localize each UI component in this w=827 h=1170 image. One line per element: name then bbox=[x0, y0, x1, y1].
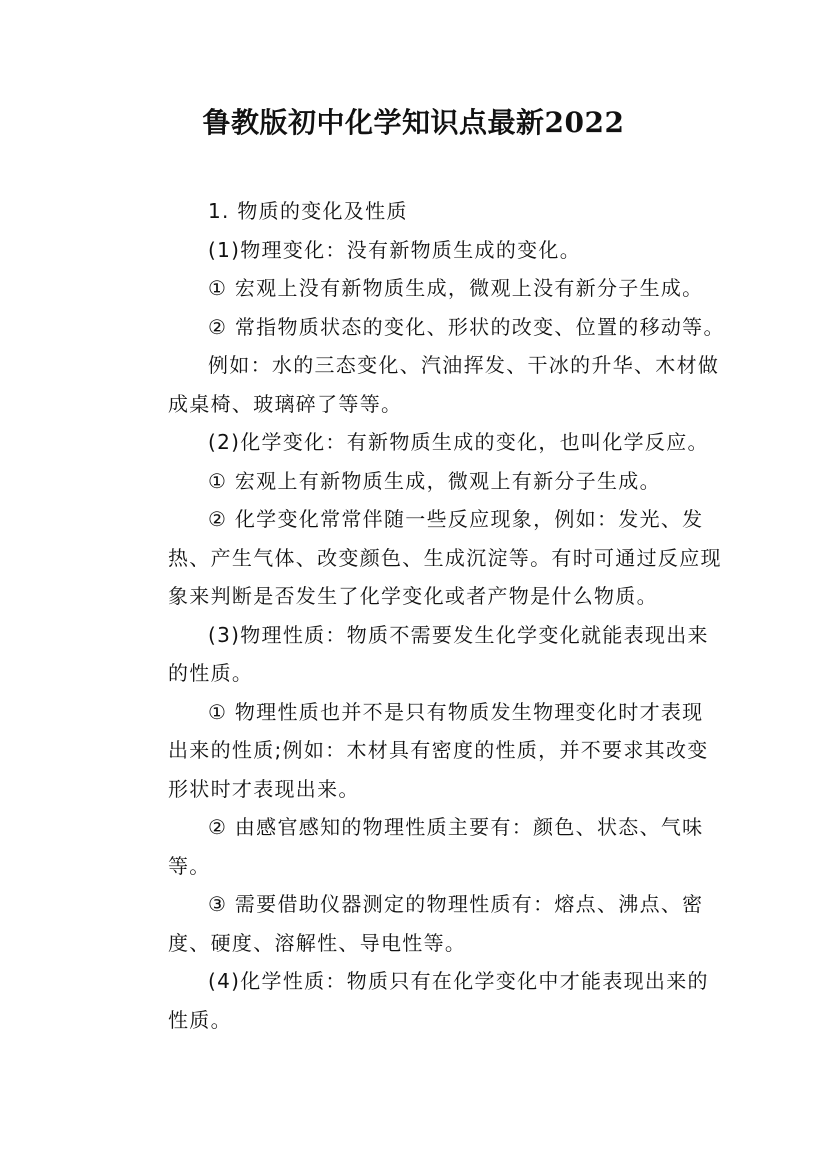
paragraph bbox=[128, 192, 702, 231]
text-line: ① 宏观上有新物质生成，微观上有新分子生成。 bbox=[208, 468, 661, 493]
paragraph bbox=[128, 462, 702, 501]
text-line: 形状时才表现出来。 bbox=[168, 776, 360, 801]
document-body bbox=[128, 192, 725, 1039]
paragraph bbox=[128, 423, 709, 462]
paragraph bbox=[128, 616, 709, 693]
paragraph bbox=[128, 231, 702, 270]
text-line: 度、硬度、溶解性、导电性等。 bbox=[168, 930, 467, 955]
text-line: 出来的性质;例如：木材具有密度的性质，并不要求其改变 bbox=[168, 738, 709, 762]
paragraph bbox=[128, 693, 709, 809]
paragraph bbox=[128, 308, 725, 347]
text-line: 象来判断是否发生了化学变化或者产物是什么物质。 bbox=[168, 584, 658, 608]
text-line: 1. 物质的变化及性质 bbox=[208, 199, 408, 223]
paragraph bbox=[128, 500, 722, 616]
text-line: ① 物理性质也并不是只有物质发生物理变化时才表现 bbox=[208, 699, 704, 724]
text-line: 成桌椅、玻璃碎了等等。 bbox=[168, 391, 403, 416]
text-line: (1)物理变化：没有新物质生成的变化。 bbox=[208, 237, 582, 262]
paragraph bbox=[128, 885, 702, 962]
text-line: ② 常指物质状态的变化、形状的改变、位置的移动等。 bbox=[208, 314, 725, 339]
text-line: ① 宏观上没有新物质生成，微观上没有新分子生成。 bbox=[208, 276, 704, 300]
text-line: 等。 bbox=[168, 853, 211, 878]
text-line: 性质。 bbox=[168, 1007, 232, 1032]
paragraph bbox=[128, 962, 709, 1039]
text-line: (2)化学变化：有新物质生成的变化，也叫化学反应。 bbox=[208, 430, 709, 454]
paragraph bbox=[128, 808, 702, 885]
text-line: 的性质。 bbox=[168, 661, 254, 685]
paragraph bbox=[128, 346, 720, 423]
document-title: 鲁教版初中化学知识点最新2022 bbox=[202, 106, 625, 139]
text-line: 热、产生气体、改变颜色、生成沉淀等。有时可通过反应现 bbox=[168, 545, 722, 570]
text-line: ② 由感官感知的物理性质主要有：颜色、状态、气味 bbox=[208, 815, 704, 839]
paragraph bbox=[128, 269, 702, 308]
text-line: 例如：水的三态变化、汽油挥发、干冰的升华、木材做 bbox=[208, 353, 720, 377]
text-line: (3)物理性质：物质不需要发生化学变化就能表现出来 bbox=[208, 622, 709, 647]
text-line: (4)化学性质：物质只有在化学变化中才能表现出来的 bbox=[208, 969, 709, 993]
text-line: ② 化学变化常常伴随一些反应现象，例如：发光、发 bbox=[208, 507, 704, 531]
text-line: ③ 需要借助仪器测定的物理性质有：熔点、沸点、密 bbox=[208, 892, 704, 916]
